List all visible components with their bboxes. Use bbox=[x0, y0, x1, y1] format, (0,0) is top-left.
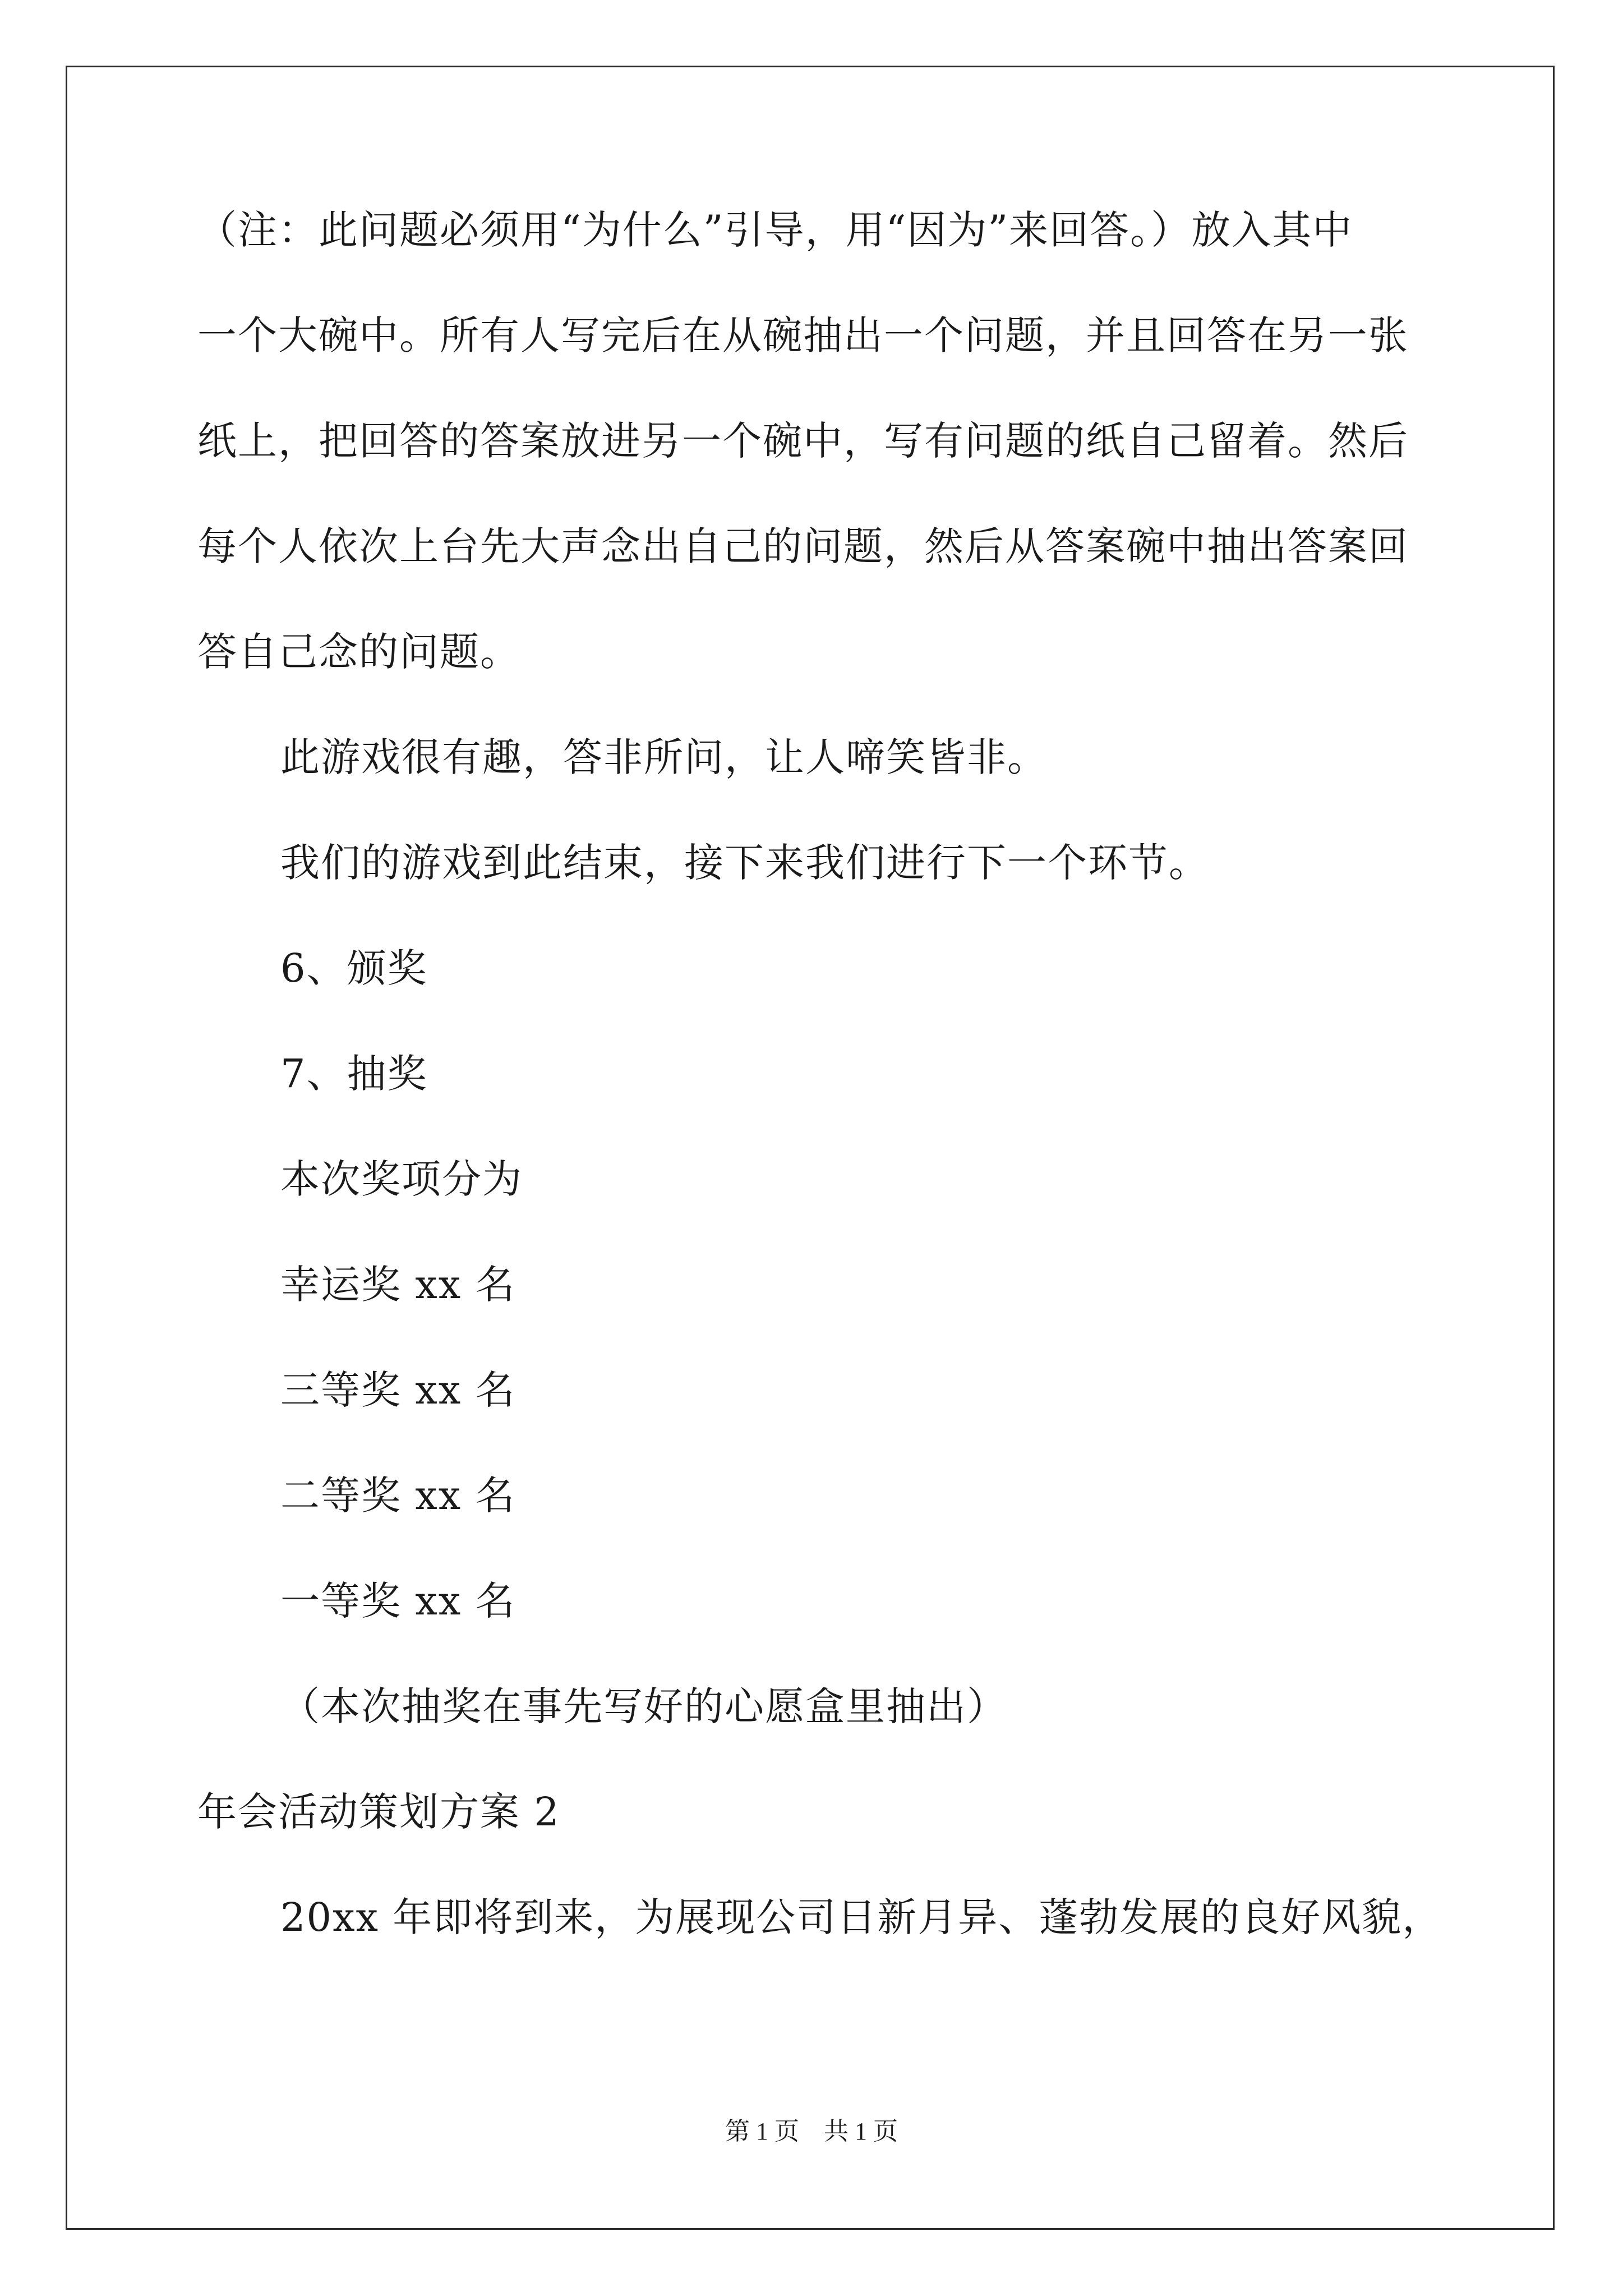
paragraph-line: 我们的游戏到此结束，接下来我们进行下一个环节。 bbox=[280, 840, 1209, 886]
section-title: 年会活动策划方案 2 bbox=[197, 1789, 560, 1835]
section-heading: 7、抽奖 bbox=[280, 1051, 428, 1097]
paragraph-line: 纸上，把回答的答案放进另一个碗中，写有问题的纸自己留着。然后 bbox=[197, 418, 1409, 464]
paragraph-line: 此游戏很有趣，答非所问，让人啼笑皆非。 bbox=[280, 734, 1048, 780]
paragraph-line: 每个人依次上台先大声念出自己的问题，然后从答案碗中抽出答案回 bbox=[197, 523, 1409, 569]
prize-item: 一等奖 xx 名 bbox=[280, 1578, 516, 1624]
paragraph-line: （注：此问题必须用“为什么”引导，用“因为”来回答。）放入其中 bbox=[197, 207, 1353, 253]
paragraph-line: 答自己念的问题。 bbox=[197, 629, 520, 675]
section-heading: 6、颁奖 bbox=[280, 945, 428, 991]
prize-item: 二等奖 xx 名 bbox=[280, 1473, 516, 1519]
paragraph-line: 本次奖项分为 bbox=[280, 1156, 523, 1202]
paragraph-line: （本次抽奖在事先写好的心愿盒里抽出） bbox=[280, 1683, 1007, 1729]
paragraph-line: 一个大碗中。所有人写完后在从碗抽出一个问题，并且回答在另一张 bbox=[197, 312, 1409, 358]
paragraph-line: 20xx 年即将到来，为展现公司日新月异、蓬勃发展的良好风貌， bbox=[280, 1894, 1443, 1940]
prize-item: 三等奖 xx 名 bbox=[280, 1367, 516, 1413]
page-footer: 第 1 页 共 1 页 bbox=[725, 2118, 898, 2145]
prize-item: 幸运奖 xx 名 bbox=[280, 1262, 516, 1308]
